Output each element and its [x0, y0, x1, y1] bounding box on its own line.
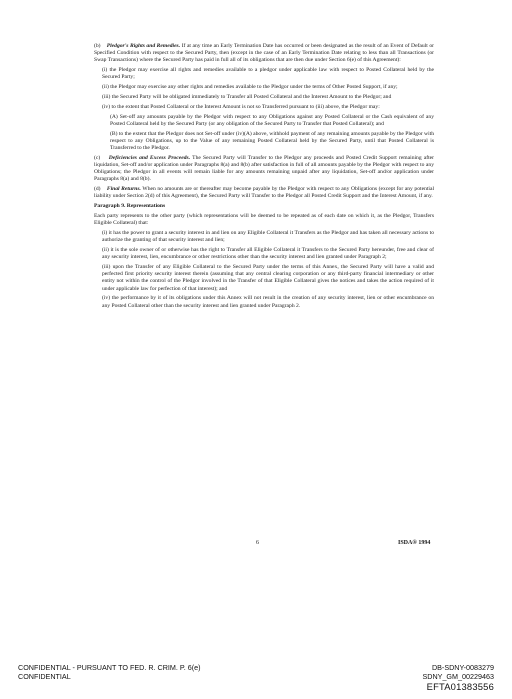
paragraph-8d: [94, 186, 434, 200]
section-heading: Paragraph 9. Representations: [94, 203, 166, 210]
paragraph-8c-text: The Secured Party will Transfer to the Pledgor any proceeds and Posted Credit Support remaining after liquidation, Set-off and/or application under Paragraphs 8(a) and 8(b) after satisfaction in full of all amounts payable by the Pledgor with respect to any Obligations; the Pledgor in all events will remain liable for any amounts remaining unpaid after any liquidation, Set-off and/or application under Paragraphs 8(a) and 8(b).: [94, 154, 434, 183]
isda-mark: ISDA® 1994: [398, 540, 431, 546]
bates-number: SDNY_GM_00229463: [422, 672, 494, 681]
list-item: (iv) the performance by it of its obligations under this Annex will not result in the creation of any security interest, lien or other encumbrance on any Posted Collateral other than the security interest and lien granted under Paragraph 2.: [102, 295, 434, 309]
list-item: (ii) it is the sole owner of or otherwise has the right to Transfer all Eligible Collateral it Transfers to the Secured Party hereunder, free and clear of any security interest, lien, encumbrance or other restrictions other than the security interest and lien granted under Paragraph 2;: [102, 247, 434, 261]
footer-right: [422, 663, 494, 692]
list-subitem: (B) to the extent that the Pledgor does not Set-off under (iv)(A) above, withhold payment of any remaining amounts payable by the Pledgor with respect to any Obligations, up to the Value of any remaining Posted Collateral held by the Secured Party, until that Posted Collateral is Transferred to the Pledgor.: [110, 130, 434, 151]
footer-left: [18, 663, 201, 681]
confidentiality-notice: CONFIDENTIAL - PURSUANT TO FED. R. CRIM. P. 6(e): [18, 663, 201, 672]
paragraph-8b-label: (b): [94, 43, 101, 49]
page-number: 6: [256, 540, 259, 546]
bates-number: DB-SDNY-0083279: [431, 663, 494, 672]
list-item: (i) the Pledgor may exercise all rights and remedies available to a pledgor under applicable law with respect to Posted Collateral held by the Secured Party;: [102, 67, 434, 81]
document-body: [94, 43, 434, 312]
list-item: (iii) the Secured Party will be obligated immediately to Transfer all Posted Collateral and the Interest Amount to the Pledgor; and: [102, 94, 392, 100]
list-item: (i) it has the power to grant a security interest in and lien on any Eligible Collateral it Transfers as the Pledgor and has taken all necessary actions to authorize the granting of that security interest and lien;: [102, 230, 434, 244]
list-subitem: (A) Set-off any amounts payable by the Pledgor with respect to any Obligations against any Posted Collateral or the Cash equivalent of any Posted Collateral held by the Secured Party (or any obligation of the Secured Party to Transfer that Posted Collateral); and: [110, 113, 434, 127]
paragraph-8b-title: Pledgor's Rights and Remedies.: [106, 43, 181, 49]
paragraph-8b: [94, 43, 434, 65]
paragraph-8c-label: (c): [94, 154, 101, 161]
confidential-label: CONFIDENTIAL: [18, 672, 71, 681]
paragraph-8d-label: (d): [94, 186, 101, 193]
list-item: (iii) upon the Transfer of any Eligible Collateral to the Secured Party under the terms of this Annex, the Secured Party will have a valid and perfected first priority security interest therein (assuming that any central clearing corporation or any third-party financial intermediary or other entity not within the control of the Pledgor involved in the Transfer of that Eligible Collateral gives the notices and takes the action required of it under applicable law for perfection of that interest); and: [102, 264, 434, 292]
paragraph-8c: [94, 155, 434, 184]
paragraph-8d-text: When no amounts are or thereafter may become payable by the Pledgor with respect to any Obligations (except for any potential liability under Section 2(d) of this Agreement), the Secured Party will Transfer to the Pledgor all Posted Credit Support and the Interest Amount, if any.: [94, 186, 435, 200]
paragraph-8d-title: Final Returns.: [106, 186, 141, 193]
paragraph-9-intro: Each party represents to the other party (which representations will be deemed to be repeated as of each date on which it, as the Pledgor, Transfers Eligible Collateral) that:: [94, 213, 434, 227]
paragraph-8c-title: Deficiencies and Excess Proceeds.: [108, 154, 191, 161]
list-item: (iv) to the extent that Posted Collateral or the Interest Amount is not so Transferred pursuant to (iii) above, the Pledgor may:: [102, 103, 380, 110]
paragraph-8b-text: If at any time an Early Termination Date has occurred or been designated as the result of an Event of Default or Specified Condition with respect to the Secured Party, then (except in the case of an Early Termination Date relating to less than all Transactions (or Swap Transactions) where the Secured Party has paid in full all of its obligations that are then due under Section 6(e) of this Agreement):: [94, 43, 435, 64]
list-item: (ii) the Pledgor may exercise any other rights and remedies available to the Pledgor under the terms of Other Posted Support, if any;: [102, 84, 398, 91]
bates-number: EFTA01383556: [426, 681, 494, 692]
